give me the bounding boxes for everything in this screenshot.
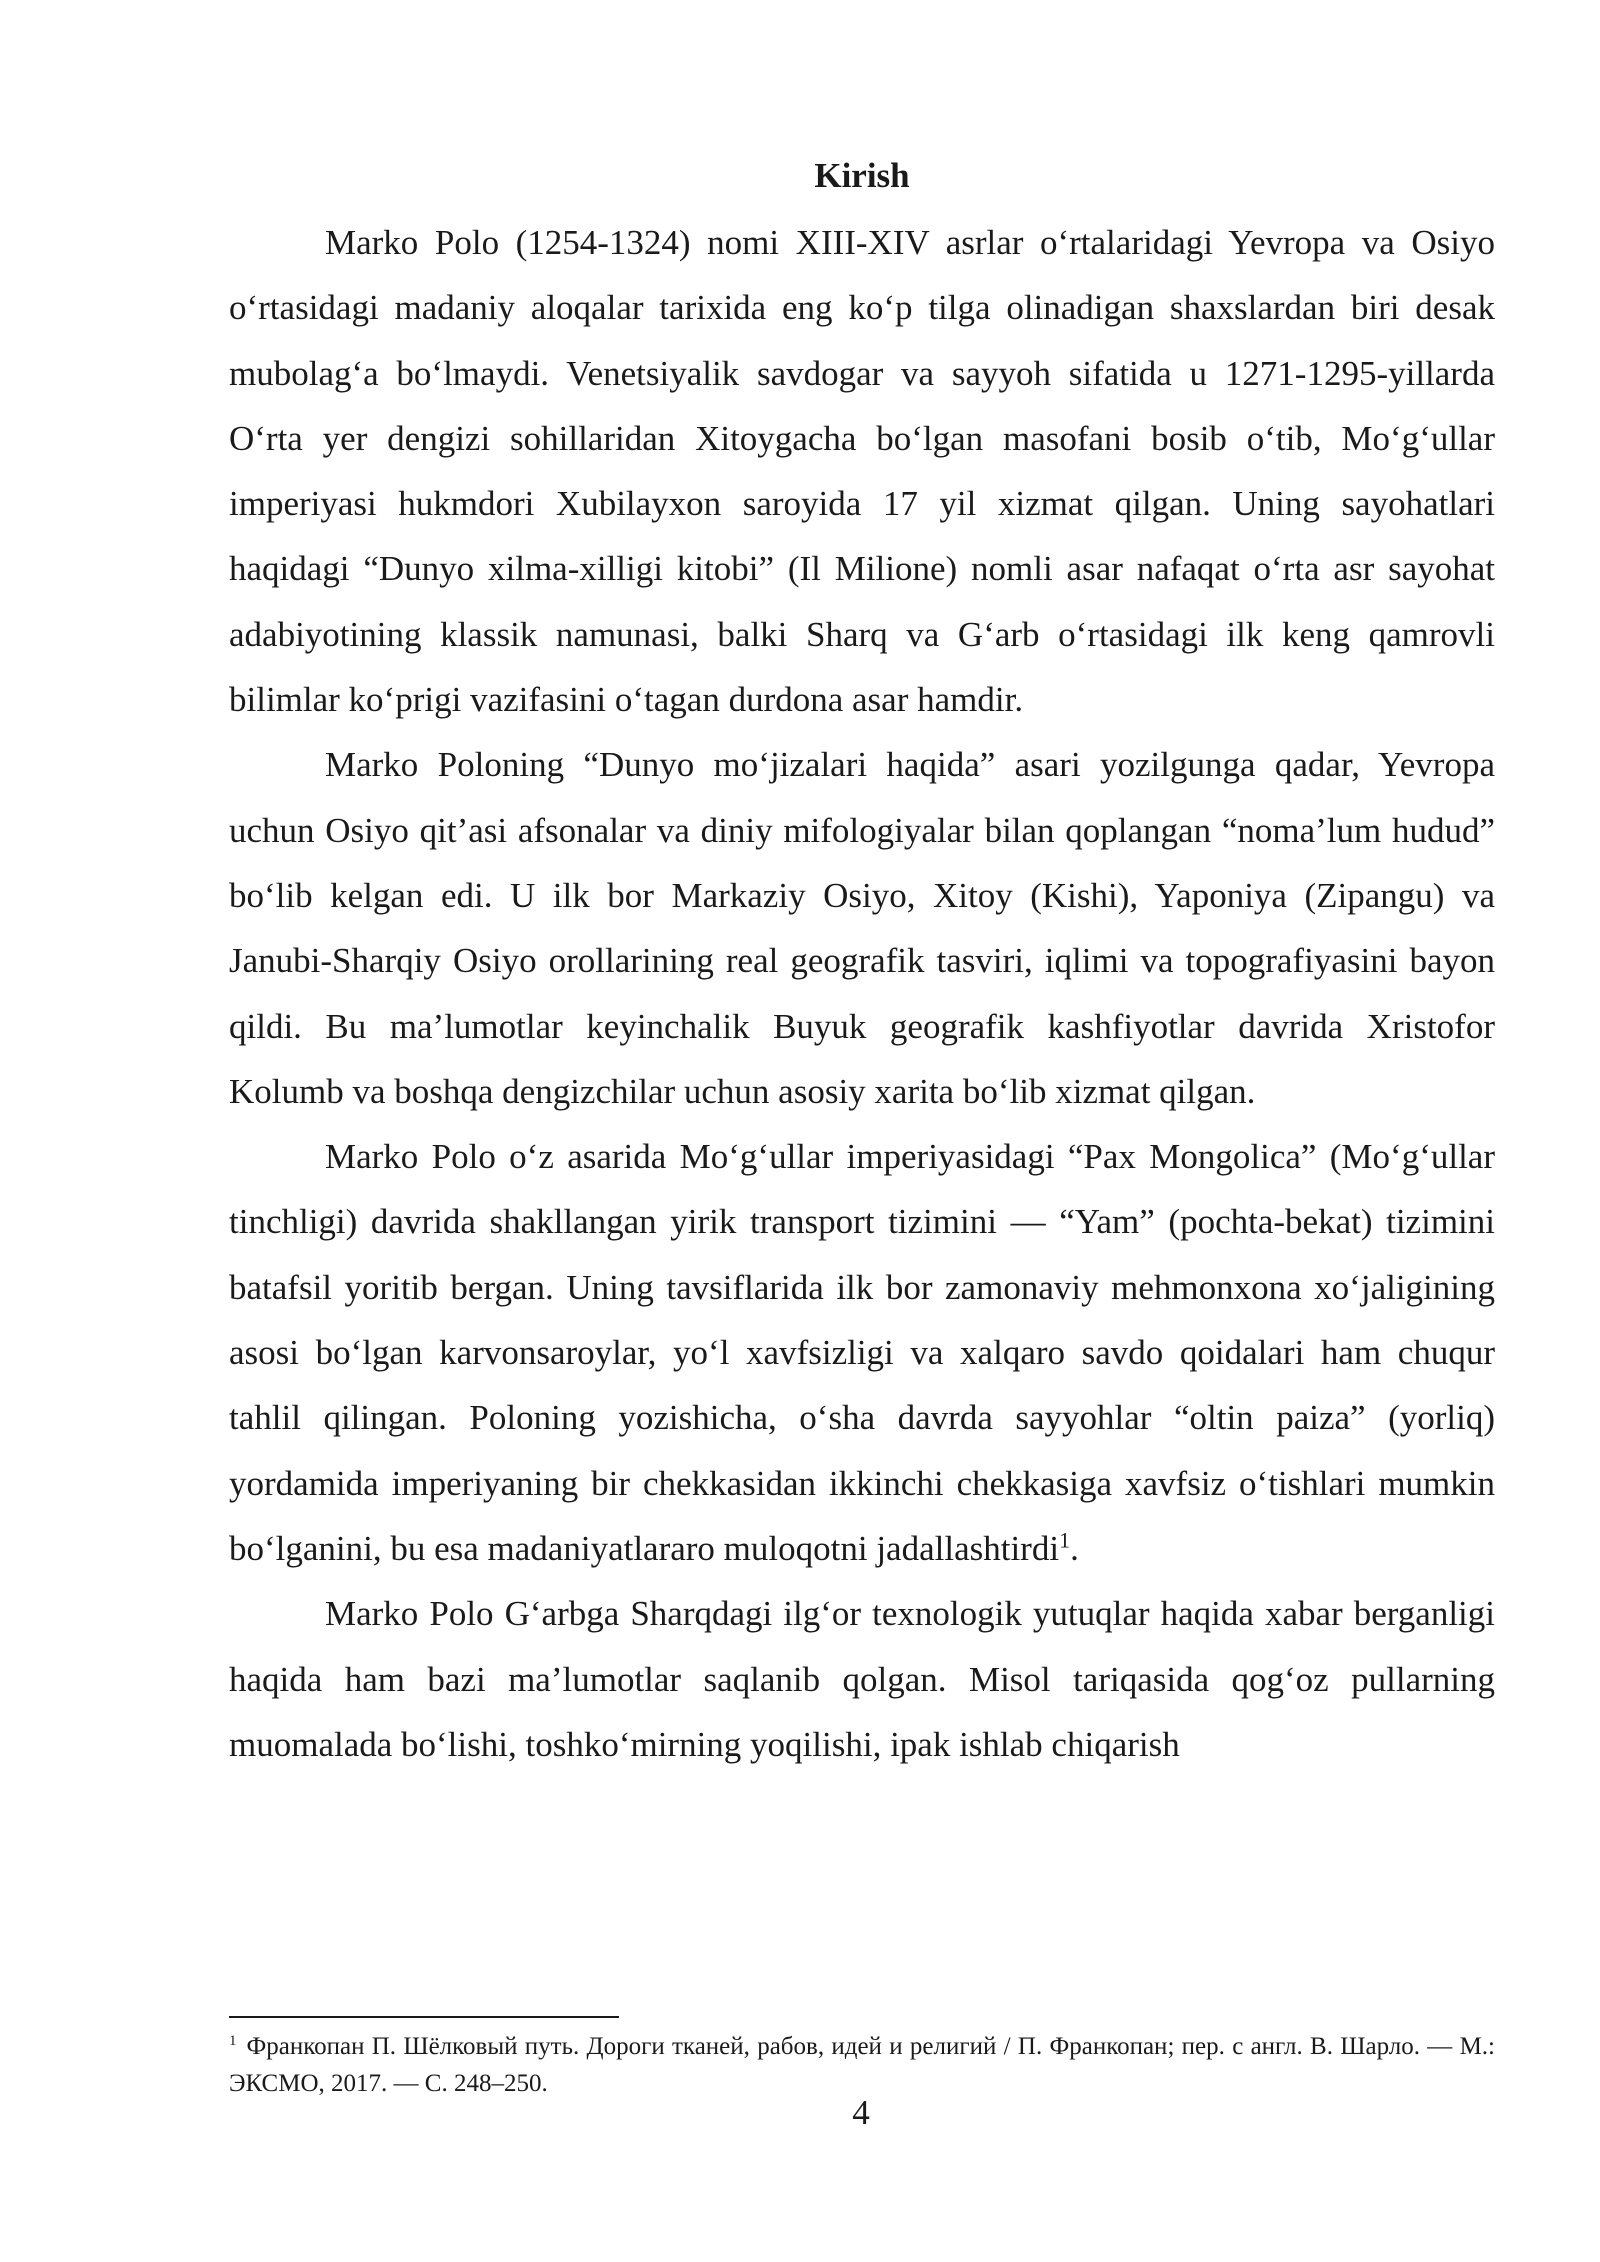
footnote-reference[interactable]: 1 <box>1059 1527 1071 1553</box>
footnote-marker: 1 <box>229 2032 237 2049</box>
footnote-separator <box>229 2016 619 2018</box>
paragraph-3 <box>229 1124 1495 1581</box>
paragraph-2: Marko Poloning “Dunyo moʻjizalari haqida” asari yozilgunga qadar, Yevropa uchun Osiyo qit’asi afsonalar va diniy mifologiyalar bilan qoplangan “noma’lum hudud” boʻlib kelgan edi. U ilk bor Markaziy Osiyo, Xitoy (Kishi), Yaponiya (Zipangu) va Janubi-Sharqiy Osiyo orollarining real geografik tasviri, iqlimi va topografiyasini bayon qildi. Bu ma’lumotlar keyinchalik Buyuk geografik kashfiyotlar davrida Xristofor Kolumb va boshqa dengizchilar uchun asosiy xarita boʻlib xizmat qilgan. <box>229 745 1495 1111</box>
page-number: 4 <box>852 2093 870 2132</box>
paragraph-4: Marko Polo Gʻarbga Sharqdagi ilgʻor texnologik yutuqlar haqida xabar berganligi haqida ham bazi ma’lumotlar saqlanib qolgan. Misol tariqasida qogʻoz pullarning muomalada boʻlishi, toshkoʻmirning yoqilishi, ipak ishlab chiqarish <box>229 1594 1495 1764</box>
section-title: Kirish <box>814 156 910 195</box>
paragraph-3-end: . <box>1070 1528 1079 1568</box>
footnote <box>229 2028 1495 2102</box>
paragraph-3-text: Marko Polo oʻz asarida Moʻgʻullar imperiyasidagi “Pax Mongolica” (Moʻgʻullar tinchligi) davrida shakllangan yirik transport tizimini — “Yam” (pochta-bekat) tizimini batafsil yoritib bergan. Uning tavsiflarida ilk bor zamonaviy mehmonxona xoʻjaligining asosi boʻlgan karvonsaroylar, yoʻl xavfsizligi va xalqaro savdo qoidalari ham chuqur tahlil qilingan. Poloning yozishicha, oʻsha davrda sayyohlar “oltin paiza” (yorliq) yordamida imperiyaning bir chekkasidan ikkinchi chekkasiga xavfsiz oʻtishlari mumkin boʻlganini, bu esa madaniyatlararo muloqotni jadallashtirdi <box>229 1137 1495 1568</box>
paragraph-1: Marko Polo (1254-1324) nomi XIII-XIV asrlar oʻrtalaridagi Yevropa va Osiyo oʻrtasidagi madaniy aloqalar tarixida eng koʻp tilga olinadigan shaxslardan biri desak mubolagʻa boʻlmaydi. Venetsiyalik savdogar va sayyoh sifatida u 1271-1295-yillarda Oʻrta yer dengizi sohillaridan Xitoygacha boʻlgan masofani bosib oʻtib, Moʻgʻullar imperiyasi hukmdori Xubilayxon saroyida 17 yil xizmat qilgan. Uning sayohatlari haqidagi “Dunyo xilma-xilligi kitobi” (Il Milione) nomli asar nafaqat oʻrta asr sayohat adabiyotining klassik namunasi, balki Sharq va Gʻarb oʻrtasidagi ilk keng qamrovli bilimlar koʻprigi vazifasini oʻtagan durdona asar hamdir. <box>229 223 1495 720</box>
footnote-text: Франкопан П. Шёлковый путь. Дороги тканей, рабов, идей и религий / П. Франкопан; пер. с англ. В. Шарло. — М.: ЭКСМО, 2017. — С. 248–250. <box>229 2033 1495 2097</box>
document-page <box>229 150 1495 1777</box>
